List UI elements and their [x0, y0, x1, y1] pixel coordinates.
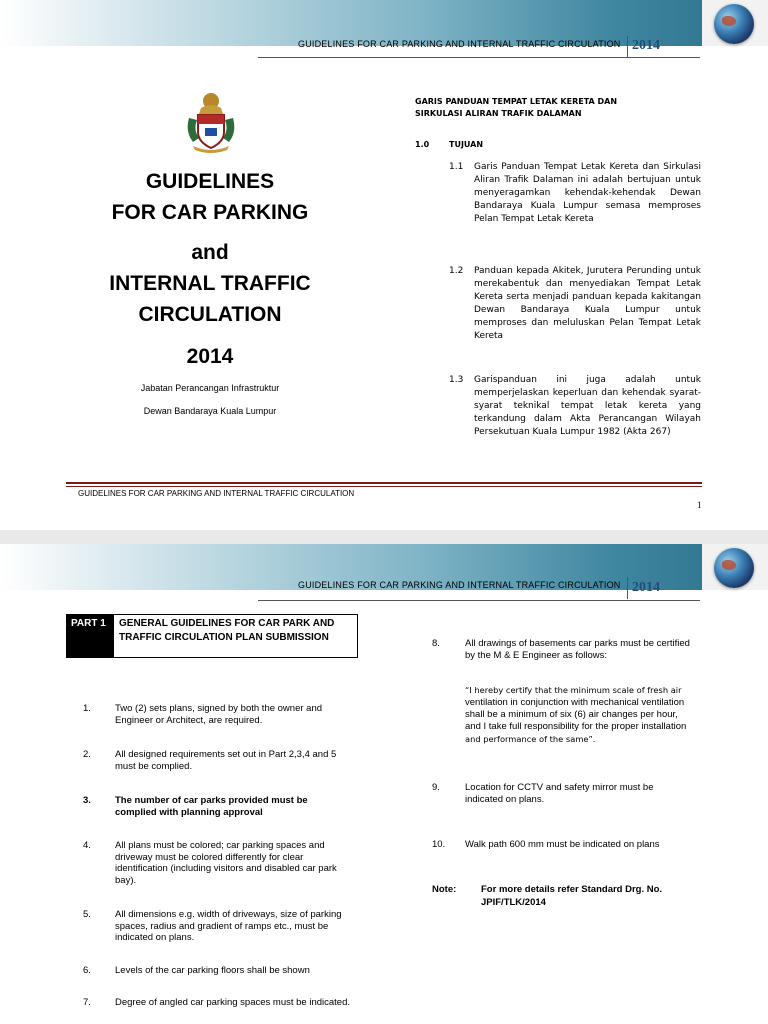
- header-year: 2014: [632, 580, 660, 595]
- note-line-2: JPIF/TLK/2014: [481, 897, 546, 908]
- part-title-line-2: TRAFFIC CIRCULATION PLAN SUBMISSION: [119, 632, 329, 643]
- malay-section-title: TUJUAN: [449, 140, 484, 149]
- header-rule: [258, 600, 700, 601]
- header-title: GUIDELINES FOR CAR PARKING AND INTERNAL TRAFFIC CIRCULATION: [298, 39, 621, 49]
- item-text: Levels of the car parking floors shall be shown: [115, 965, 310, 976]
- malay-item-number: 1.2: [449, 266, 464, 276]
- malay-heading-line-1: GARIS PANDUAN TEMPAT LETAK KERETA DAN: [415, 97, 618, 106]
- cover-title-line-4: INTERNAL TRAFFIC: [109, 272, 311, 295]
- page-number: 1: [697, 500, 702, 510]
- malay-heading-line-2: SIRKULASI ALIRAN TRAFIK DALAMAN: [415, 109, 582, 118]
- item-number: 7.: [83, 997, 91, 1008]
- item-text: Walk path 600 mm must be indicated on plans: [465, 839, 660, 850]
- item-text: All drawings of basements car parks must be certified by the M & E Engineer as follows:: [465, 638, 690, 661]
- cover-title-line-5: CIRCULATION: [138, 303, 282, 326]
- malay-section-number: 1.0: [415, 140, 430, 149]
- dbkl-crest-logo: [183, 88, 239, 154]
- certification-quote-line-3: shall be a minimum of six (6) air changes per hour,: [465, 709, 678, 720]
- item-number: 10.: [432, 839, 446, 850]
- item-number: 3.: [83, 795, 91, 806]
- item-text: Location for CCTV and safety mirror must be indicated on plans.: [465, 782, 654, 805]
- malay-item-text: Panduan kepada Akitek, Jurutera Perunding untuk merekabentuk dan menyediakan Tempat Letak Kereta serta menjadi panduan kepada kakitangan Dewan Bandaraya Kuala Lumpur untuk memproses dan meluluskan Pelan Tempat Letak Kereta: [474, 266, 701, 341]
- item-text: Two (2) sets plans, signed by both the owner and Engineer or Architect, are required.: [115, 703, 323, 726]
- header-separator: [627, 577, 628, 599]
- item-number: 8.: [432, 638, 440, 649]
- part-label: PART 1: [66, 614, 114, 657]
- certification-quote-line-5: and performance of the same”.: [465, 734, 596, 744]
- header-separator: [627, 36, 628, 58]
- item-number: 2.: [83, 749, 91, 760]
- item-number: 1.: [83, 703, 91, 714]
- malay-item-text: Garis Panduan Tempat Letak Kereta dan Sirkulasi Aliran Trafik Dalaman ini adalah bertujuan untuk menyeragamkan kehendak-kehendak Dewan Bandaraya Kuala Lumpur semasa memproses Pelan Tempat Letak Kereta: [474, 162, 701, 224]
- note-label: Note:: [432, 884, 457, 895]
- part-title-line-1: GENERAL GUIDELINES FOR CAR PARK AND: [119, 618, 335, 629]
- item-text: All plans must be colored; car parking spaces and driveway must be colored differently for clear identification (including visitors and disabled car park bay).: [115, 840, 337, 886]
- cover-title-year: 2014: [186, 345, 234, 368]
- item-text: All dimensions e.g. width of driveways, size of parking spaces, radius and gradient of ramps etc., must be indicated on plans.: [115, 909, 342, 943]
- header-year: 2014: [632, 38, 660, 53]
- cover-title-line-1: GUIDELINES: [145, 170, 275, 193]
- cover-title-line-3: and: [191, 241, 229, 264]
- header-title: GUIDELINES FOR CAR PARKING AND INTERNAL TRAFFIC CIRCULATION: [298, 580, 621, 590]
- cover-org: Dewan Bandaraya Kuala Lumpur: [143, 406, 277, 416]
- cover-dept: Jabatan Perancangan Infrastruktur: [140, 383, 280, 393]
- item-number: 6.: [83, 965, 91, 976]
- footer-rule-thin: [66, 486, 702, 487]
- item-number: 5.: [83, 909, 91, 920]
- cover-title-line-2: FOR CAR PARKING: [111, 201, 309, 224]
- footer-title: GUIDELINES FOR CAR PARKING AND INTERNAL TRAFFIC CIRCULATION: [78, 489, 355, 498]
- globe-icon: [714, 548, 754, 588]
- malay-item-number: 1.1: [449, 162, 464, 172]
- footer-rule-thick: [66, 482, 702, 484]
- item-text: All designed requirements set out in Part 2,3,4 and 5 must be complied.: [115, 749, 337, 772]
- item-number: 4.: [83, 840, 91, 851]
- certification-quote-line-2: ventilation in conjunction with mechanical ventilation: [465, 697, 685, 708]
- malay-item-number: 1.3: [449, 375, 464, 385]
- certification-quote-line-4: and I take full responsibility for the proper installation: [465, 721, 687, 732]
- item-text: Degree of angled car parking spaces must be indicated.: [115, 997, 350, 1008]
- note-line-1: For more details refer Standard Drg. No.: [481, 884, 663, 895]
- item-text: The number of car parks provided must be complied with planning approval: [115, 795, 308, 818]
- malay-item-text: Garispanduan ini juga adalah untuk memperjelaskan keperluan dan kehendak syarat-syarat teknikal tempat letak kereta yang terkandung dalam Akta Perancangan Wilayah Persekutuan Kuala Lumpur 1982 (Akta 267): [474, 375, 701, 437]
- certification-quote-line-1: “I hereby certify that the minimum scale of fresh air: [465, 685, 682, 695]
- page-divider: [0, 530, 768, 544]
- header-rule: [258, 57, 700, 58]
- item-number: 9.: [432, 782, 440, 793]
- globe-icon: [714, 4, 754, 44]
